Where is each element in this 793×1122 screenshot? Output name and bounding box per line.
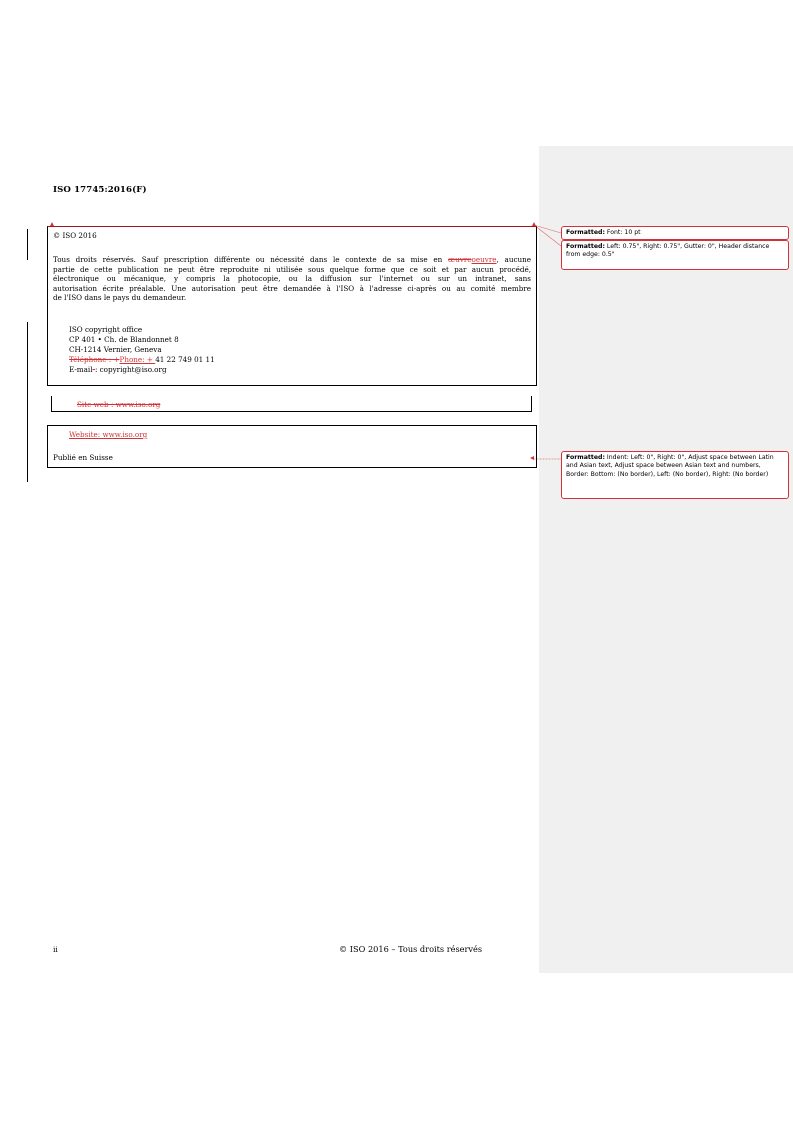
line-text: Tous droits réservés. Sauf prescription différente ou nécessité dans le contexte de sa mise en <box>53 255 449 264</box>
deleted-text: œuvre <box>448 255 472 264</box>
copyright-title: © ISO 2016 <box>53 231 97 240</box>
address-street: CP 401 • Ch. de Blandonnet 8 <box>69 335 179 344</box>
comment-text: Font: 10 pt <box>604 229 641 236</box>
comment-label: Formatted: <box>566 229 605 236</box>
rights-paragraph <box>53 255 531 303</box>
address-phone <box>69 355 215 365</box>
paragraph-line: autorisation écrite préalable. Une autorisation peut être demandée à l'ISO à l'adresse ci-après ou au comité membre <box>53 283 531 293</box>
footer-page-number: ii <box>53 945 58 954</box>
comment-text: Left: 0.75", Right: 0.75", Gutter: 0", Header distance from edge: 0.5" <box>566 243 770 259</box>
footer-copyright: © ISO 2016 – Tous droits réservés <box>339 944 483 954</box>
site-web-deleted: Site web : www.iso.org <box>77 400 161 409</box>
comment-balloon-margins[interactable] <box>561 240 789 270</box>
comment-anchor-icon <box>530 456 534 460</box>
comment-text: Indent: Left: 0", Right: 0", Adjust space between Latin and Asian text, Adjust space between Asian text and numbers, Border: Bottom: (No border), Left: (No border), Right: (No border) <box>566 454 774 478</box>
deleted-text: Téléphone : + <box>69 355 120 364</box>
email-label: E-mail <box>69 365 93 374</box>
address-email <box>69 365 167 375</box>
line-text: , aucune <box>496 255 531 264</box>
change-bar <box>27 229 28 260</box>
address-office: ISO copyright office <box>69 325 143 334</box>
markup-pane <box>539 146 793 973</box>
paragraph-line: de l'ISO dans le pays du demandeur. <box>53 293 187 302</box>
comment-balloon-font[interactable] <box>561 226 789 240</box>
inserted-text: Phone: + <box>119 355 156 364</box>
paragraph-line: électronique ou mécanique, y compris la photocopie, ou la diffusion sur l'internet ou sur un intranet, sans <box>53 274 531 283</box>
comment-label: Formatted: <box>566 243 605 250</box>
phone-number: 41 22 749 01 11 <box>155 355 215 364</box>
paragraph-line <box>53 255 531 265</box>
comment-anchor-icon <box>532 222 536 226</box>
paragraph-line: partie de cette publication ne peut être reproduite ni utilisée sous quelque forme que ce soit et par aucun procédé, <box>53 264 531 274</box>
comment-anchor-icon <box>50 222 54 226</box>
email-value: : copyright@iso.org <box>94 365 167 374</box>
inserted-text: oeuvre <box>471 255 497 264</box>
document-header: ISO 17745:2016(F) <box>53 185 147 195</box>
deleted-text: - <box>92 365 95 374</box>
change-bar <box>27 322 28 482</box>
published-text: Publié en Suisse <box>53 453 113 462</box>
comment-balloon-indent[interactable] <box>561 451 789 499</box>
website-inserted: Website: www.iso.org <box>69 430 148 439</box>
address-city: CH-1214 Vernier, Geneva <box>69 345 162 354</box>
comment-label: Formatted: <box>566 454 605 461</box>
